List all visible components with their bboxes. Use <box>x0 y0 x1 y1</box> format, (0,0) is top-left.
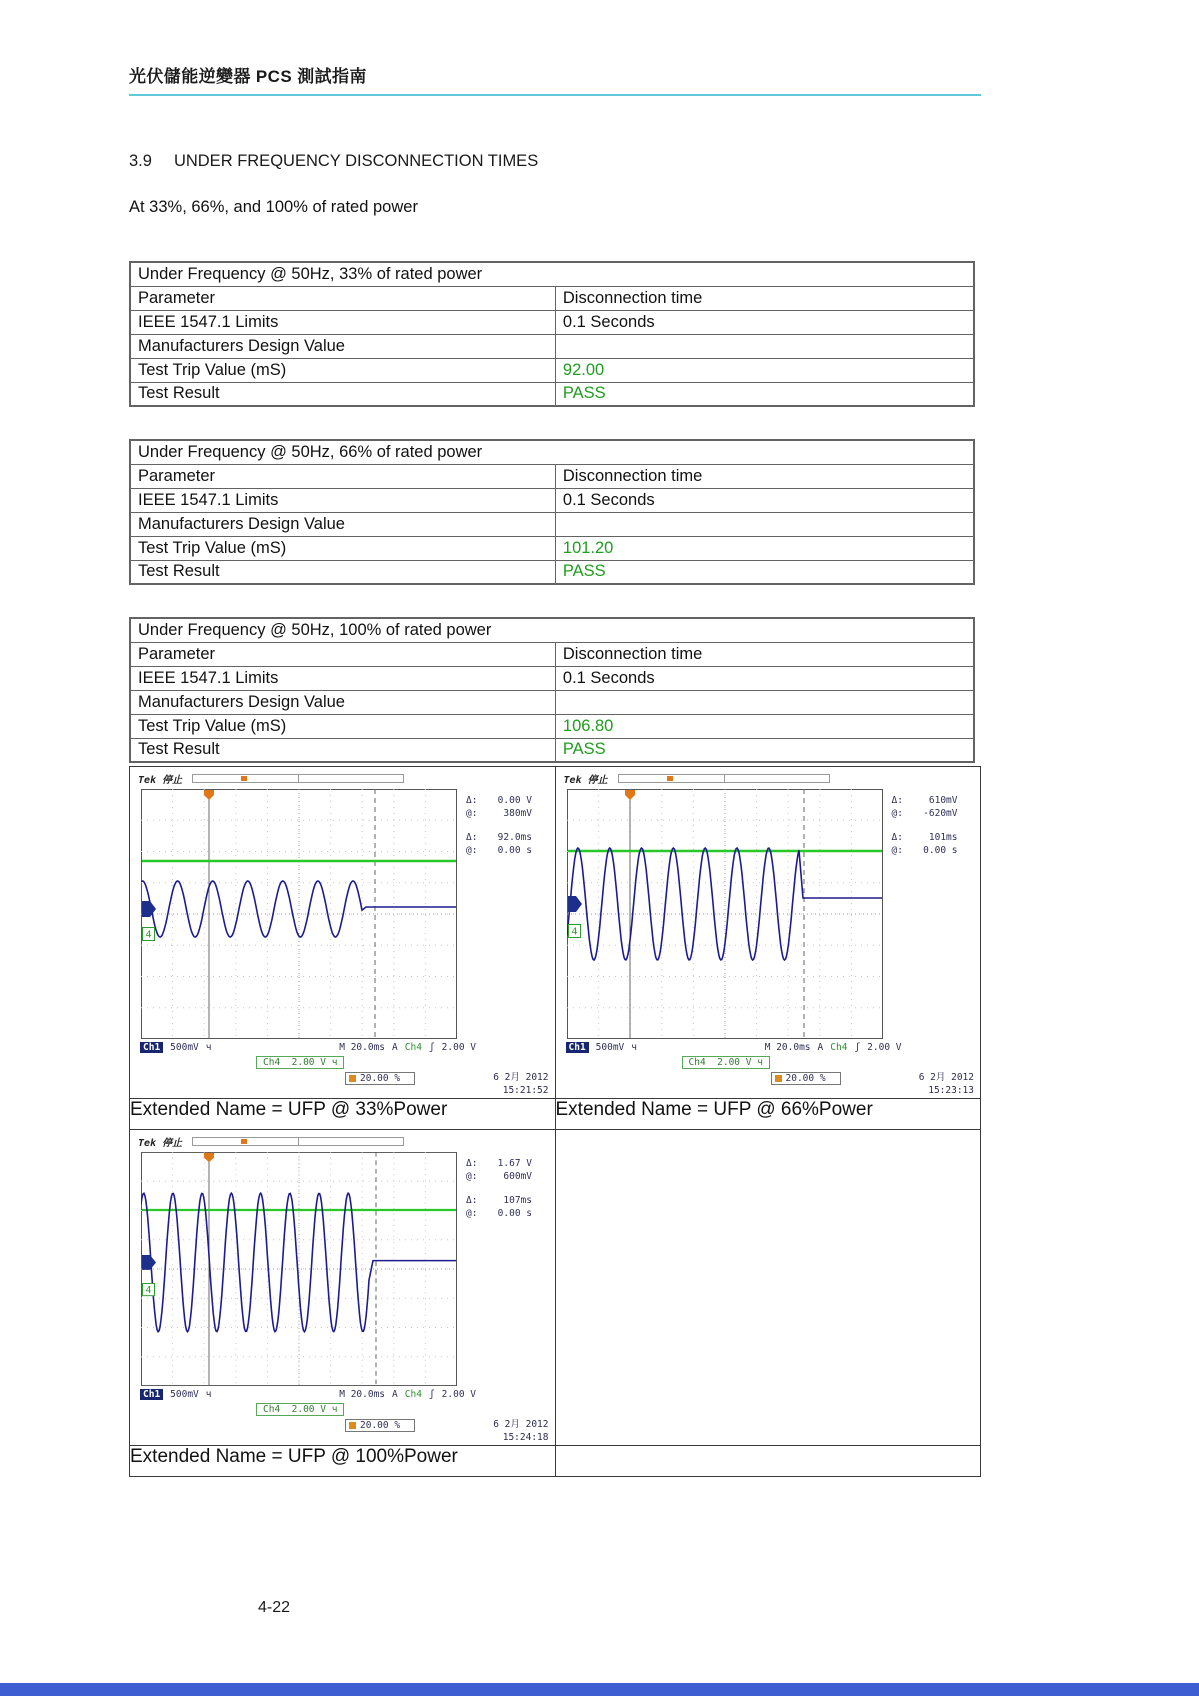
scope-status-label: Tek 停止 <box>138 775 183 786</box>
timebase-label: M 20.0ms <box>339 1042 386 1053</box>
trigger-level-label: 2.00 V <box>441 1042 476 1053</box>
ch1-scale: 500mV <box>170 1042 199 1053</box>
row-label: Test Trip Value (mS) <box>130 714 555 738</box>
col-header-parameter: Parameter <box>130 642 555 666</box>
test-result-badge: PASS <box>555 738 974 762</box>
readout-value: 107ms <box>503 1194 532 1206</box>
row-label: Manufacturers Design Value <box>130 690 555 714</box>
table-uf-100 <box>129 617 975 763</box>
delta-icon: Δ: <box>466 1158 478 1169</box>
intro-text: At 33%, 66%, and 100% of rated power <box>129 198 418 216</box>
table-row <box>130 560 974 584</box>
oscilloscope-capture-33 <box>130 767 555 1098</box>
readout-value: 600mV <box>503 1171 532 1183</box>
row-label: IEEE 1547.1 Limits <box>130 666 555 690</box>
scope-date: 6 2月 2012 <box>493 1419 549 1431</box>
trigger-slope-icon: ʃ <box>428 1389 435 1400</box>
trigger-slope-icon: ʃ <box>854 1042 861 1053</box>
hpos-value: 20.00 % <box>360 1420 401 1431</box>
ch4-badge: Ch4 <box>263 1404 281 1415</box>
row-label: Test Result <box>130 560 555 584</box>
cursor-readouts <box>892 789 958 1039</box>
table-row <box>130 1446 981 1477</box>
delta-icon: Δ: <box>891 795 903 806</box>
test-trip-value: 106.80 <box>555 714 974 738</box>
delta-icon: Δ: <box>466 795 478 806</box>
scope-top-bar <box>130 770 555 787</box>
scope-display <box>130 1152 555 1386</box>
coupling-icon: ч <box>331 1404 338 1415</box>
col-header-parameter: Parameter <box>130 464 555 488</box>
table-row <box>130 714 974 738</box>
scope-cell-empty <box>555 1130 981 1446</box>
readout-value: 92.0ms <box>497 831 532 843</box>
table-row <box>130 666 974 690</box>
scope-date: 6 2月 2012 <box>918 1072 974 1084</box>
table-row <box>130 310 974 334</box>
table-row <box>130 767 981 1099</box>
section-title: UNDER FREQUENCY DISCONNECTION TIMES <box>173 152 539 170</box>
scope-time: 15:24:18 <box>502 1431 549 1443</box>
scope-datetime <box>493 1072 548 1097</box>
hpos-marker-icon <box>775 1075 782 1082</box>
scope-datetime <box>919 1072 974 1097</box>
scope-cell-100 <box>130 1130 556 1446</box>
row-value <box>555 690 974 714</box>
ch1-scale: 500mV <box>170 1389 199 1400</box>
strip-tick <box>298 1138 299 1145</box>
table-title: Under Frequency @ 50Hz, 66% of rated power <box>130 440 974 464</box>
readout-value: 380mV <box>503 808 532 820</box>
ch1-scale: 500mV <box>595 1042 625 1053</box>
trigger-source-label: Ch4 <box>830 1042 848 1053</box>
col-header-disconnection-time: Disconnection time <box>555 286 974 310</box>
scope-cell-66 <box>555 767 981 1099</box>
horizontal-position-box <box>771 1072 841 1085</box>
hpos-marker-icon <box>349 1422 356 1429</box>
trigger-position-marker-icon <box>241 776 247 781</box>
acquisition-strip <box>192 774 404 783</box>
ch4-status-box <box>682 1056 770 1069</box>
scope-display <box>556 789 981 1039</box>
ch4-badge: Ch4 <box>263 1057 281 1068</box>
readout-value: 0.00 s <box>497 1207 532 1219</box>
table-row <box>130 690 974 714</box>
col-header-disconnection-time: Disconnection time <box>555 464 974 488</box>
ch4-status-box <box>256 1056 344 1069</box>
coupling-icon: ч <box>757 1057 763 1068</box>
ch4-status-box <box>256 1403 344 1416</box>
ch1-status-line <box>140 1389 476 1400</box>
scope-top-bar <box>556 770 981 787</box>
test-result-badge: PASS <box>555 560 974 584</box>
row-label: Test Trip Value (mS) <box>130 536 555 560</box>
scope-date: 6 2月 2012 <box>493 1072 549 1084</box>
header-rule <box>129 94 981 96</box>
acquire-label: A <box>392 1389 398 1400</box>
readout-value: 1.67 V <box>497 1158 532 1169</box>
ch1-status-line <box>140 1042 476 1053</box>
scope-display <box>130 789 555 1039</box>
horizontal-position-box <box>345 1072 415 1085</box>
at-icon: @: <box>466 808 478 820</box>
at-icon: @: <box>891 844 903 856</box>
row-value <box>555 334 974 358</box>
trigger-position-marker-icon <box>667 776 673 781</box>
ch4-marker-label: 4 <box>145 929 152 941</box>
test-trip-value: 92.00 <box>555 358 974 382</box>
scope-top-bar <box>130 1133 555 1150</box>
time-readout-group <box>466 1194 532 1221</box>
delta-icon: Δ: <box>466 831 478 843</box>
ch1-badge: Ch1 <box>140 1042 163 1053</box>
readout-value: -620mV <box>923 808 958 820</box>
readout-value: 101ms <box>928 831 958 843</box>
row-label: Manufacturers Design Value <box>130 512 555 536</box>
scope-cell-33 <box>130 767 556 1099</box>
table-row <box>130 1099 981 1130</box>
at-icon: @: <box>466 1171 478 1183</box>
coupling-icon: ч <box>205 1042 212 1053</box>
scope-status-bar <box>556 1042 981 1098</box>
row-label: Manufacturers Design Value <box>130 334 555 358</box>
scope-graticule <box>141 789 457 1039</box>
row-value: 0.1 Seconds <box>555 488 974 512</box>
scope-status-bar <box>130 1389 555 1445</box>
test-trip-value: 101.20 <box>555 536 974 560</box>
table-row <box>130 488 974 512</box>
table-row <box>130 536 974 560</box>
scope-status-bar <box>130 1042 555 1098</box>
document-title: 光伏儲能逆變器 PCS 測試指南 <box>129 67 367 86</box>
acquisition-strip <box>618 774 830 783</box>
acquire-label: A <box>817 1042 824 1053</box>
table-row <box>130 440 974 464</box>
col-header-parameter: Parameter <box>130 286 555 310</box>
ch1-badge: Ch1 <box>566 1042 589 1053</box>
trigger-source-label: Ch4 <box>404 1389 422 1400</box>
caption-empty <box>555 1446 981 1477</box>
oscilloscope-capture-66 <box>556 767 981 1098</box>
caption-ufp-33: Extended Name = UFP @ 33%Power <box>130 1099 556 1130</box>
table-title: Under Frequency @ 50Hz, 100% of rated power <box>130 618 974 642</box>
at-icon: @: <box>466 1207 478 1219</box>
readout-value: 0.00 V <box>497 795 532 806</box>
at-icon: @: <box>891 808 903 820</box>
coupling-icon: ч <box>331 1057 338 1068</box>
scope-graticule <box>141 1152 457 1386</box>
coupling-icon: ч <box>205 1389 212 1400</box>
trigger-level-label: 2.00 V <box>441 1389 476 1400</box>
scope-time: 15:23:13 <box>928 1084 974 1096</box>
row-label: Test Result <box>130 738 555 762</box>
time-readout-group <box>892 831 958 858</box>
caption-ufp-100: Extended Name = UFP @ 100%Power <box>130 1446 556 1477</box>
voltage-readout-group <box>466 794 532 821</box>
table-row <box>130 1130 981 1446</box>
scope-datetime <box>493 1419 548 1444</box>
table-row <box>130 286 974 310</box>
table-row <box>130 262 974 286</box>
caption-ufp-66: Extended Name = UFP @ 66%Power <box>555 1099 981 1130</box>
cursor-readouts <box>466 1152 532 1386</box>
row-value <box>555 512 974 536</box>
section-number: 3.9 <box>129 152 152 170</box>
trigger-level-label: 2.00 V <box>867 1042 902 1053</box>
trigger-source-label: Ch4 <box>404 1042 422 1053</box>
table-uf-66 <box>129 439 975 585</box>
table-row <box>130 358 974 382</box>
at-icon: @: <box>466 844 478 856</box>
timebase-label: M 20.0ms <box>339 1389 386 1400</box>
hpos-value: 20.00 % <box>785 1073 826 1084</box>
trigger-position-marker-icon <box>241 1139 247 1144</box>
ch4-scale: 2.00 V <box>717 1057 752 1068</box>
ch4-scale: 2.00 V <box>291 1057 326 1068</box>
ch4-scale: 2.00 V <box>291 1404 326 1415</box>
row-label: IEEE 1547.1 Limits <box>130 310 555 334</box>
trigger-slope-icon: ʃ <box>428 1042 435 1053</box>
strip-tick <box>298 775 299 782</box>
voltage-readout-group <box>466 1157 532 1184</box>
oscilloscope-capture-100 <box>130 1130 555 1445</box>
delta-icon: Δ: <box>891 831 903 843</box>
time-readout-group <box>466 831 532 858</box>
row-value: 0.1 Seconds <box>555 310 974 334</box>
test-result-badge: PASS <box>555 382 974 406</box>
acquisition-strip <box>192 1137 404 1146</box>
col-header-disconnection-time: Disconnection time <box>555 642 974 666</box>
scope-status-label: Tek 停止 <box>138 1138 183 1149</box>
document-header <box>129 0 975 96</box>
ch4-marker-label: 4 <box>570 926 578 938</box>
table-row <box>130 738 974 762</box>
table-row <box>130 618 974 642</box>
row-label: Test Trip Value (mS) <box>130 358 555 382</box>
ch4-badge: Ch4 <box>688 1057 706 1068</box>
strip-tick <box>724 775 725 782</box>
table-uf-33 <box>129 261 975 407</box>
table-row <box>130 642 974 666</box>
timebase-label: M 20.0ms <box>764 1042 811 1053</box>
section-heading <box>129 152 975 171</box>
table-row <box>130 334 974 358</box>
readout-value: 610mV <box>928 795 958 806</box>
table-row <box>130 464 974 488</box>
scope-captures-table <box>129 766 981 1477</box>
row-label: IEEE 1547.1 Limits <box>130 488 555 512</box>
acquire-label: A <box>392 1042 398 1053</box>
scope-status-label: Tek 停止 <box>563 775 608 786</box>
table-title: Under Frequency @ 50Hz, 33% of rated power <box>130 262 974 286</box>
table-row <box>130 512 974 536</box>
row-label: Test Result <box>130 382 555 406</box>
hpos-marker-icon <box>349 1075 356 1082</box>
hpos-value: 20.00 % <box>360 1073 401 1084</box>
readout-value: 0.00 s <box>923 844 958 856</box>
table-row <box>130 382 974 406</box>
readout-value: 0.00 s <box>497 844 532 856</box>
horizontal-position-box <box>345 1419 415 1432</box>
cursor-readouts <box>466 789 532 1039</box>
delta-icon: Δ: <box>466 1194 478 1206</box>
ch1-status-line <box>566 1042 902 1053</box>
page-number: 4-22 <box>258 1599 291 1616</box>
ch4-marker-label: 4 <box>145 1285 152 1296</box>
voltage-readout-group <box>892 794 958 821</box>
footer-bar <box>0 1683 1199 1696</box>
scope-time: 15:21:52 <box>502 1084 549 1096</box>
row-value: 0.1 Seconds <box>555 666 974 690</box>
scope-graticule <box>567 789 883 1039</box>
ch1-badge: Ch1 <box>140 1389 163 1400</box>
page-content <box>129 0 975 1617</box>
coupling-icon: ч <box>631 1042 638 1053</box>
